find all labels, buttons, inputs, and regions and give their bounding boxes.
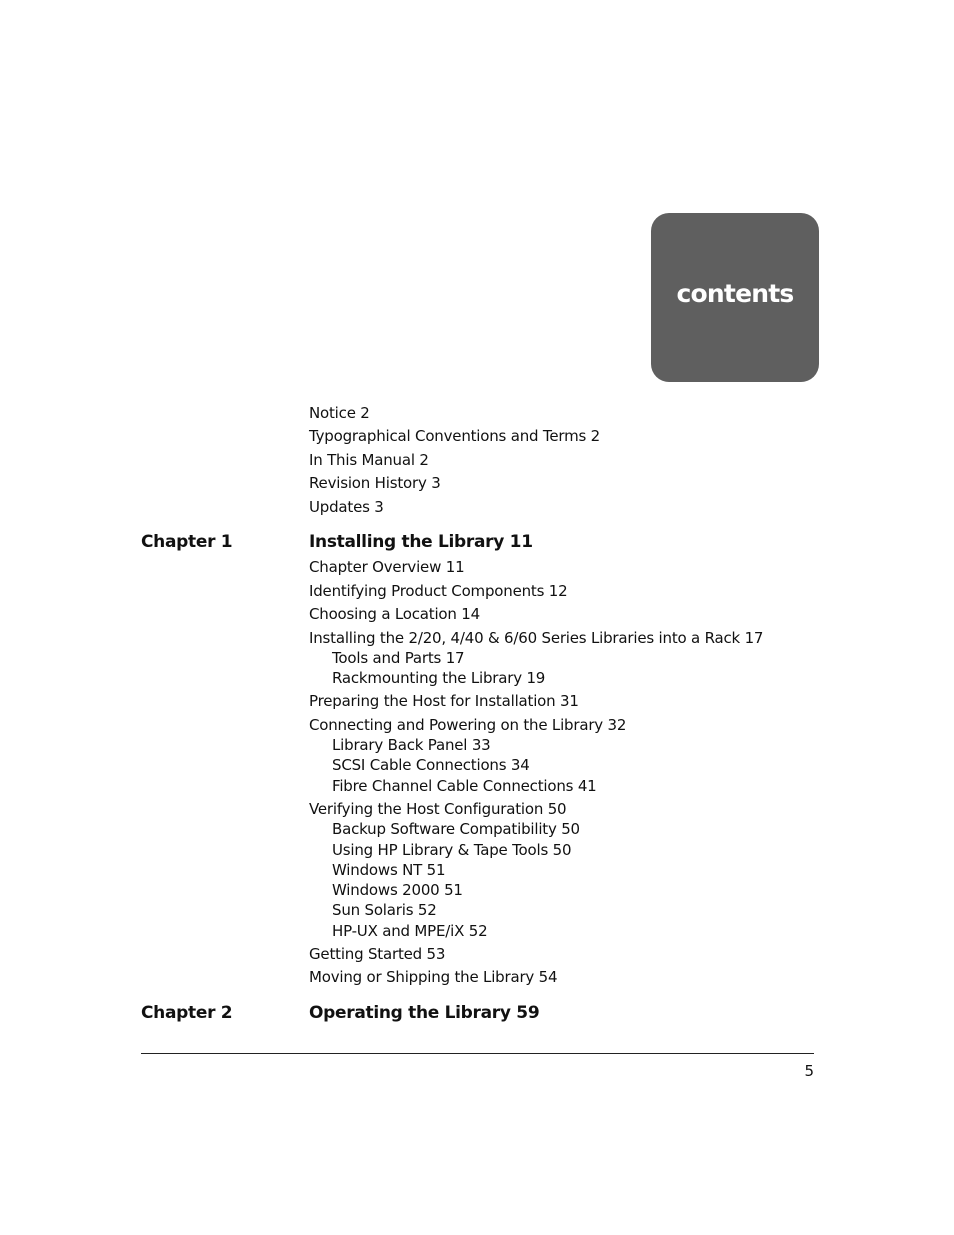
contents-title: contents <box>676 279 794 308</box>
toc-entry[interactable]: Preparing the Host for Installation 31 <box>309 692 579 710</box>
toc-entry[interactable]: Chapter Overview 11 <box>309 558 465 576</box>
toc-subentry[interactable]: Fibre Channel Cable Connections 41 <box>332 777 597 795</box>
footer-rule <box>141 1053 814 1054</box>
toc-subentry[interactable]: SCSI Cable Connections 34 <box>332 756 530 774</box>
page-number: 5 <box>804 1062 814 1080</box>
toc-entry-updates[interactable]: Updates 3 <box>309 498 384 516</box>
chapter-1-label: Chapter 1 <box>141 532 233 552</box>
toc-entry[interactable]: Identifying Product Components 12 <box>309 582 568 600</box>
toc-subentry[interactable]: HP-UX and MPE/iX 52 <box>332 922 488 940</box>
toc-entry[interactable]: Moving or Shipping the Library 54 <box>309 968 558 986</box>
toc-entry[interactable]: Installing the 2/20, 4/40 & 6/60 Series Libraries into a Rack 17 <box>309 629 764 647</box>
toc-subentry[interactable]: Library Back Panel 33 <box>332 736 491 754</box>
toc-entry-revision-history[interactable]: Revision History 3 <box>309 474 441 492</box>
toc-subentry[interactable]: Using HP Library & Tape Tools 50 <box>332 841 572 859</box>
toc-entry[interactable]: Verifying the Host Configuration 50 <box>309 800 567 818</box>
toc-entry[interactable]: Connecting and Powering on the Library 32 <box>309 716 627 734</box>
toc-entry[interactable]: Getting Started 53 <box>309 945 446 963</box>
toc-entry-notice[interactable]: Notice 2 <box>309 404 370 422</box>
toc-subentry[interactable]: Windows NT 51 <box>332 861 446 879</box>
toc-subentry[interactable]: Backup Software Compatibility 50 <box>332 820 580 838</box>
toc-entry-in-this-manual[interactable]: In This Manual 2 <box>309 451 429 469</box>
toc-entry[interactable]: Choosing a Location 14 <box>309 605 480 623</box>
toc-subentry[interactable]: Rackmounting the Library 19 <box>332 669 546 687</box>
toc-entry-typographical-conventions[interactable]: Typographical Conventions and Terms 2 <box>309 427 601 445</box>
chapter-2-title[interactable]: Operating the Library 59 <box>309 1003 540 1023</box>
toc-subentry[interactable]: Tools and Parts 17 <box>332 649 465 667</box>
chapter-2-label: Chapter 2 <box>141 1003 233 1023</box>
contents-tab <box>651 213 819 382</box>
toc-subentry[interactable]: Sun Solaris 52 <box>332 901 437 919</box>
toc-subentry[interactable]: Windows 2000 51 <box>332 881 463 899</box>
chapter-1-title[interactable]: Installing the Library 11 <box>309 532 533 552</box>
